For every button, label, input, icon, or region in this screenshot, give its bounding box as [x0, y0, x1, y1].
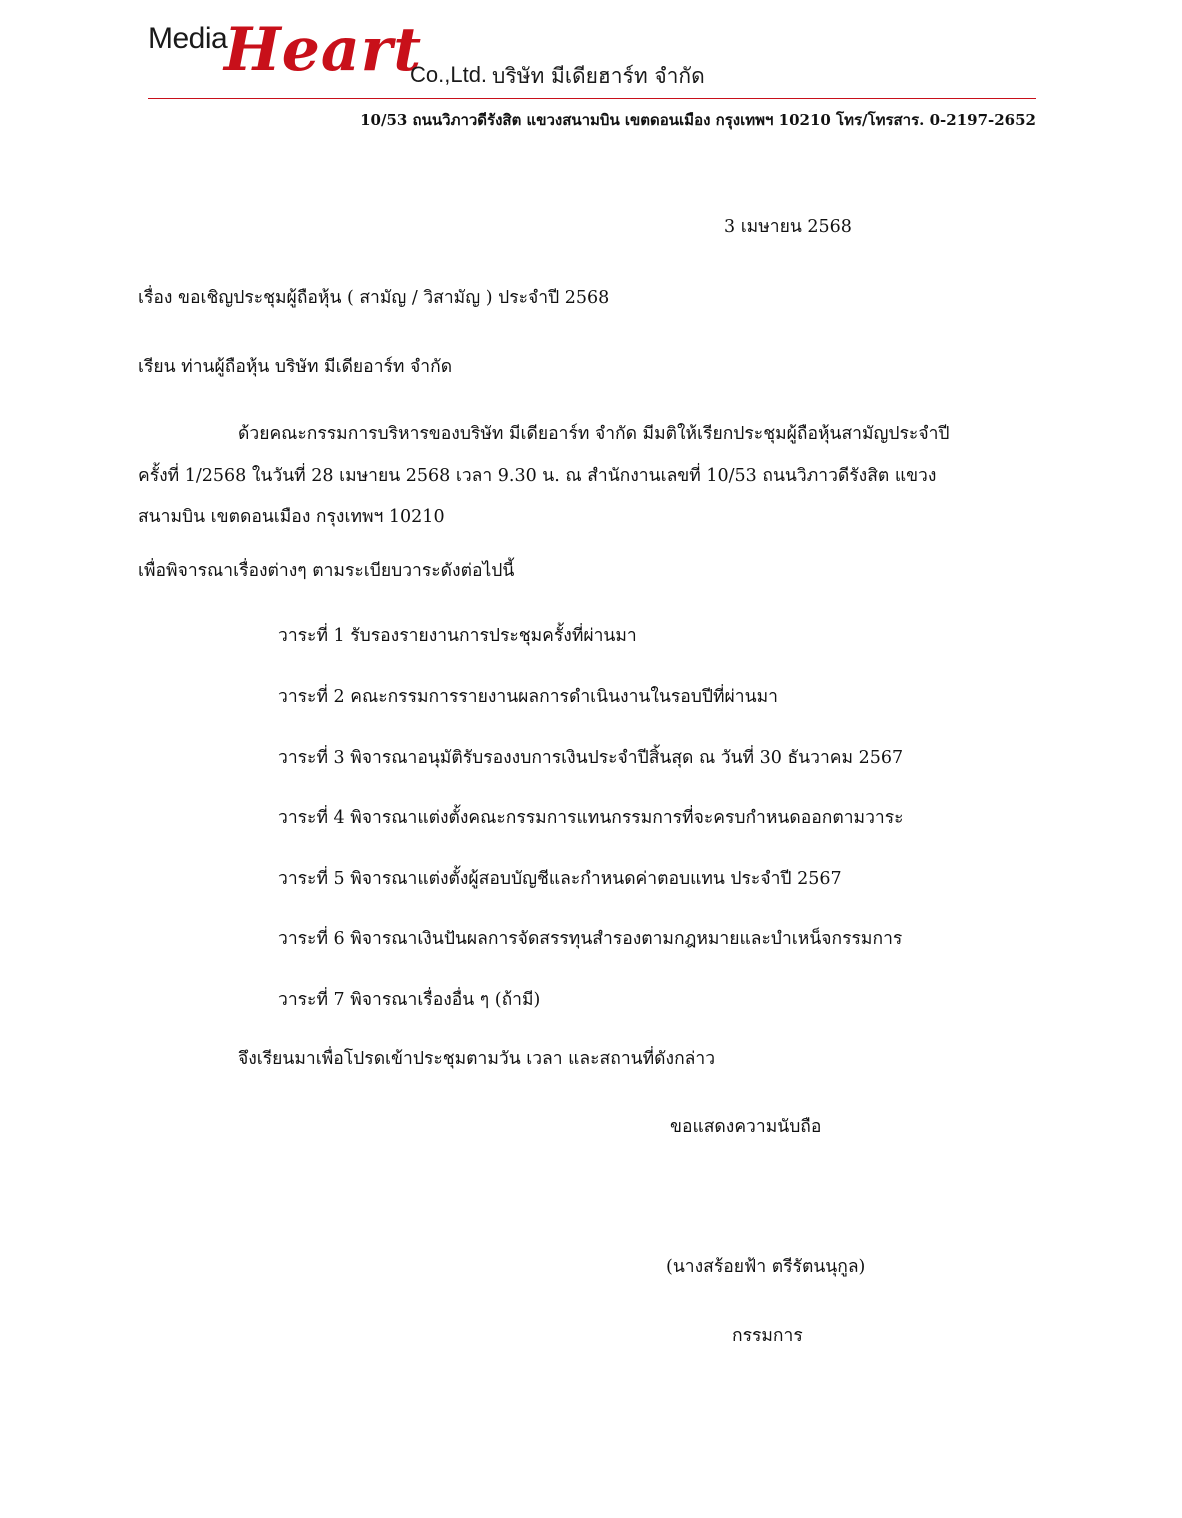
agenda-item: วาระที่ 2 คณะกรรมการรายงานผลการดำเนินงานในรอบปีที่ผ่านมา: [278, 687, 778, 707]
letter-recipient: เรียน ท่านผู้ถือหุ้น บริษัท มีเดียอาร์ท จำกัด: [138, 357, 453, 377]
body-line: ครั้งที่ 1/2568 ในวันที่ 28 เมษายน 2568 เวลา 9.30 น. ณ สำนักงานเลขที่ 10/53 ถนนวิภาวดีรังสิต แขวง: [138, 466, 937, 486]
body-line: เพื่อพิจารณาเรื่องต่างๆ ตามระเบียบวาระดังต่อไปนี้: [138, 561, 515, 581]
regards-line: ขอแสดงความนับถือ: [670, 1117, 822, 1137]
agenda-item: วาระที่ 5 พิจารณาแต่งตั้งผู้สอบบัญชีและกำหนดค่าตอบแทน ประจำปี 2567: [278, 869, 842, 889]
agenda-item: วาระที่ 1 รับรองรายงานการประชุมครั้งที่ผ่านมา: [278, 626, 637, 646]
signer-name: (นางสร้อยฟ้า ตรีรัตนนุกูล): [666, 1257, 866, 1277]
agenda-item: วาระที่ 3 พิจารณาอนุมัติรับรองงบการเงินประจำปีสิ้นสุด ณ วันที่ 30 ธันวาคม 2567: [278, 748, 904, 768]
agenda-item: วาระที่ 7 พิจารณาเรื่องอื่น ๆ (ถ้ามี): [278, 990, 541, 1010]
agenda-item: วาระที่ 4 พิจารณาแต่งตั้งคณะกรรมการแทนกรรมการที่จะครบกำหนดออกตามวาระ: [278, 808, 904, 828]
company-letterhead: [148, 15, 1038, 100]
letter-date: 3 เมษายน 2568: [724, 217, 852, 237]
letterhead-divider: [148, 98, 1036, 99]
letter-subject: เรื่อง ขอเชิญประชุมผู้ถือหุ้น ( สามัญ / วิสามัญ ) ประจำปี 2568: [138, 288, 610, 308]
body-line: สนามบิน เขตดอนเมือง กรุงเทพฯ 10210: [138, 507, 445, 527]
signer-title: กรรมการ: [732, 1326, 803, 1346]
logo-media-text: Media: [148, 22, 228, 55]
body-line: ด้วยคณะกรรมการบริหารของบริษัท มีเดียอาร์ท จำกัด มีมติให้เรียกประชุมผู้ถือหุ้นสามัญประจำปี: [238, 424, 950, 444]
logo-heart-text: Heart: [224, 15, 423, 85]
company-address: 10/53 ถนนวิภาวดีรังสิต แขวงสนามบิน เขตดอนเมือง กรุงเทพฯ 10210 โทร/โทรสาร. 0-2197-2652: [360, 111, 1036, 129]
logo-thai-name: บริษัท มีเดียฮาร์ท จำกัด: [492, 64, 705, 88]
agenda-item: วาระที่ 6 พิจารณาเงินปันผลการจัดสรรทุนสำรองตามกฎหมายและบำเหน็จกรรมการ: [278, 929, 903, 949]
closing-line: จึงเรียนมาเพื่อโปรดเข้าประชุมตามวัน เวลา และสถานที่ดังกล่าว: [238, 1049, 716, 1069]
logo-company-suffix: Co.,Ltd.: [410, 62, 488, 87]
